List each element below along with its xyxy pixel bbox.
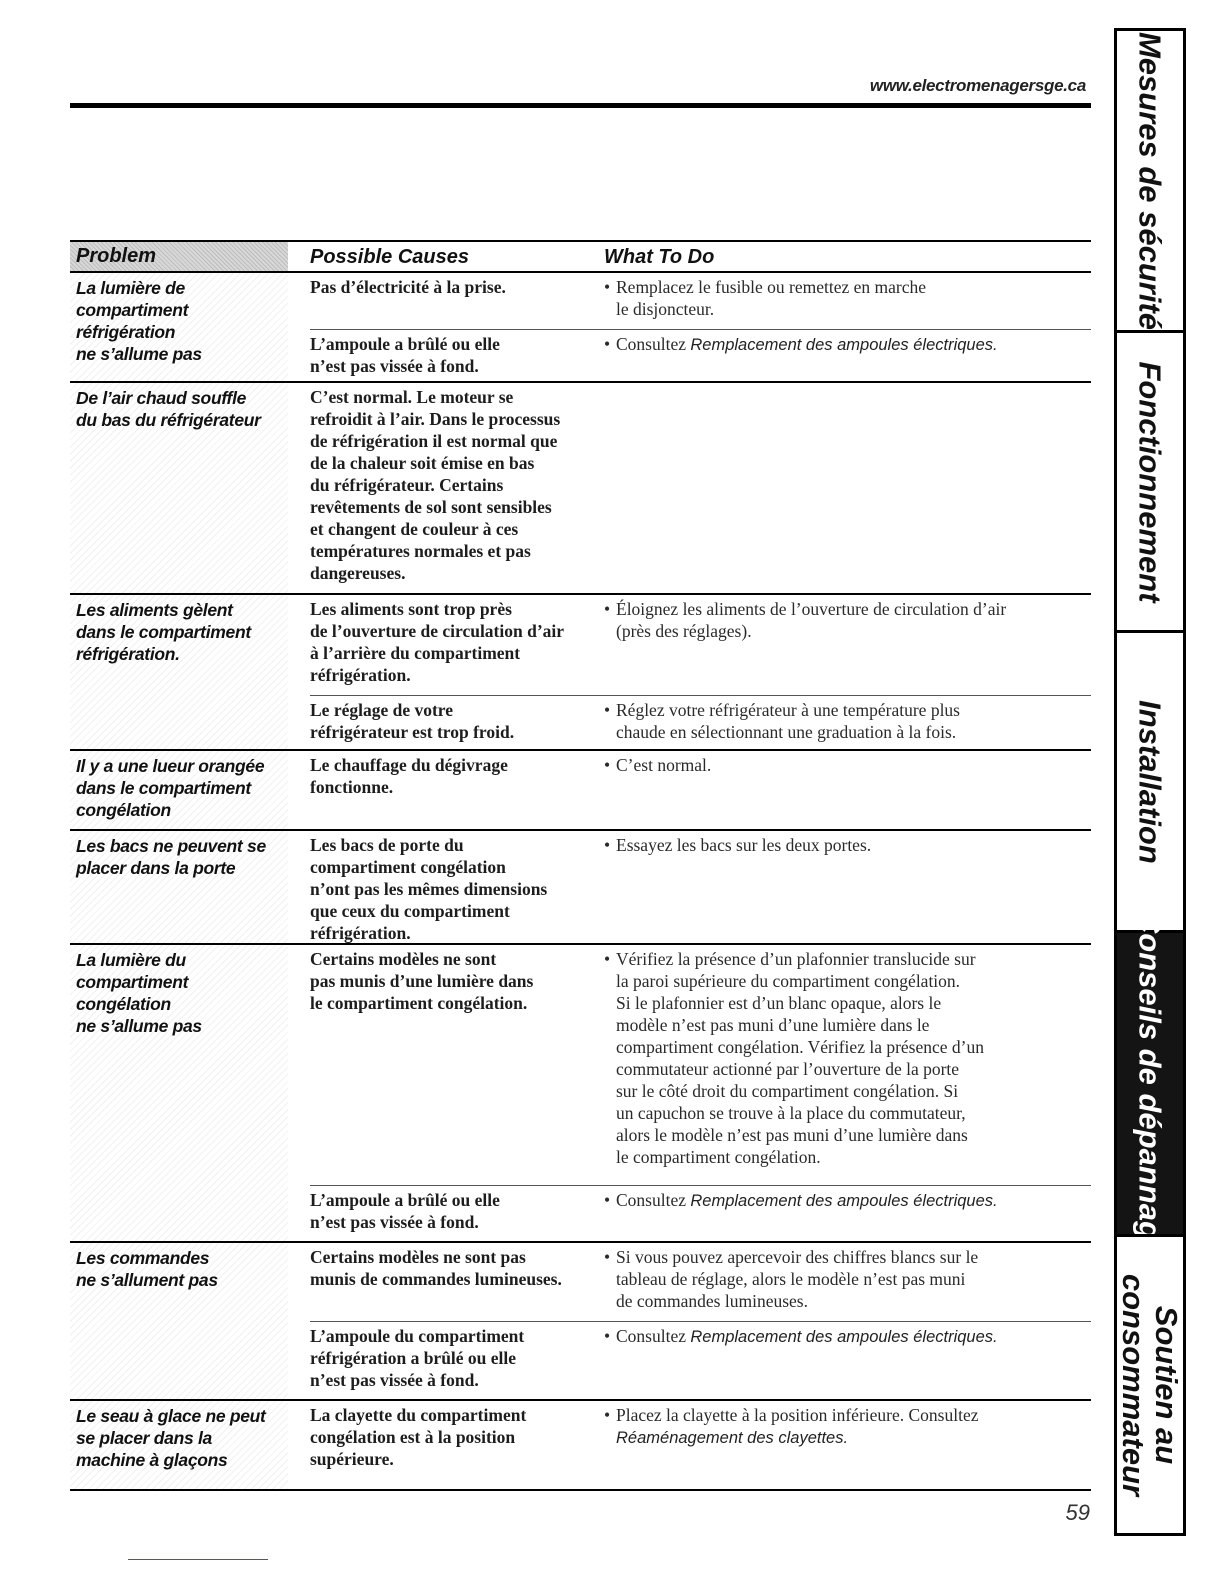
bullet-icon: • <box>604 835 611 855</box>
problem-cell <box>70 831 288 943</box>
bullet-icon: • <box>604 1190 611 1210</box>
what-to-do-cell <box>604 273 1091 320</box>
header-rule <box>70 103 1091 108</box>
problem-text: La lumière du compartiment congélation ne s’allume pas <box>76 950 202 1036</box>
what-to-do-cell <box>604 751 1091 776</box>
table-row <box>70 1243 1091 1401</box>
cause-entry <box>310 1401 1091 1491</box>
troubleshooting-table <box>70 240 1091 1491</box>
problem-cell <box>70 751 288 829</box>
tab-label: Installation <box>1132 699 1168 864</box>
bullet-icon: • <box>604 949 611 969</box>
header-possible-causes: Possible Causes <box>310 246 469 268</box>
what-to-do-cell <box>604 831 1091 856</box>
table-row <box>70 273 1091 383</box>
possible-cause-text: Les aliments sont trop près de l’ouverture de circulation d’air à l’arrière du compartiment réfrigération. <box>310 599 565 685</box>
table-row <box>70 945 1091 1243</box>
what-to-do-cell <box>604 1186 1091 1212</box>
tab-soutien-au-consommateur[interactable] <box>1117 1234 1183 1533</box>
bullet-icon: • <box>604 755 611 775</box>
tab-label: Soutien au consommateur <box>1116 1273 1184 1497</box>
cause-entry <box>310 751 1091 831</box>
cause-entry <box>310 273 1091 329</box>
bullet-icon: • <box>604 1326 611 1346</box>
bullet-icon: • <box>604 700 611 720</box>
table-header <box>70 240 1091 273</box>
footer-rule <box>128 1559 268 1560</box>
manual-section-reference: Remplacement des ampoules électriques. <box>690 1192 998 1210</box>
what-to-do-cell <box>604 945 1091 1168</box>
possible-cause-text: Certains modèles ne sont pas munis de commandes lumineuses. <box>310 1247 562 1289</box>
page-number: 59 <box>1065 1500 1090 1525</box>
manual-section-reference: Réaménagement des clayettes. <box>616 1429 849 1447</box>
what-to-do-text: Réglez votre réfrigérateur à une température plus chaude en sélectionnant une graduation à la fois. <box>616 700 960 742</box>
what-to-do-text: Consultez <box>616 1326 686 1346</box>
tab-installation[interactable] <box>1117 630 1183 930</box>
cause-entry <box>310 831 1091 945</box>
header-what-to-do: What To Do <box>604 246 715 268</box>
table-row <box>70 751 1091 831</box>
cause-entry <box>310 383 1091 595</box>
what-to-do-text: Remplacez le fusible ou remettez en marche le disjoncteur. <box>616 277 926 319</box>
possible-cause-text: Les bacs de porte du compartiment congélation n’ont pas les mêmes dimensions que ceux du compartiment réfrigération. <box>310 835 548 943</box>
bullet-icon: • <box>604 1405 611 1425</box>
possible-cause-text: C’est normal. Le moteur se refroidit à l’air. Dans le processus de réfrigération il est normal que de la chaleur soit émise en bas du réfrigérateur. Certains revêtements de sol sont sensibles et changent de couleur à ces températures normales et pas dangereuses. <box>310 387 561 583</box>
what-to-do-cell <box>604 1322 1091 1348</box>
cause-entry <box>310 1321 1091 1402</box>
table-row <box>70 383 1091 595</box>
cause-entry <box>310 329 1091 384</box>
problem-text: Le seau à glace ne peut se placer dans la machine à glaçons <box>76 1406 266 1470</box>
problem-text: Les bacs ne peuvent se placer dans la porte <box>76 836 266 878</box>
what-to-do-text: Consultez <box>616 1190 686 1210</box>
possible-cause-text: Le chauffage du dégivrage fonctionne. <box>310 755 508 797</box>
manual-section-reference: Remplacement des ampoules électriques. <box>690 1328 998 1346</box>
cause-entry <box>310 1243 1091 1321</box>
what-to-do-text: Consultez <box>616 334 686 354</box>
website-url: www.electromenagersge.ca <box>869 76 1086 95</box>
tab-label: Fonctionnement <box>1132 360 1168 603</box>
problem-text: Il y a une lueur orangée dans le compartiment congélation <box>76 756 265 820</box>
problem-text: De l’air chaud souffle du bas du réfrigérateur <box>76 388 261 430</box>
tab-conseils-de-depannage[interactable] <box>1117 910 1183 1257</box>
possible-cause-text: L’ampoule du compartiment réfrigération a brûlé ou elle n’est pas vissée à fond. <box>310 1326 525 1390</box>
what-to-do-text: Placez la clayette à la position inférieure. Consultez <box>616 1405 979 1425</box>
problem-text: La lumière de compartiment réfrigération ne s’allume pas <box>76 278 202 364</box>
what-to-do-text: Vérifiez la présence d’un plafonnier translucide sur la paroi supérieure du compartiment congélation. Si le plafonnier est d’un blanc opaque, alors le modèle n’est pas muni d’une lumière dans le compartiment congélation. Vérifiez la présence d’un commutateur actionné par l’ouverture de la porte sur le côté droit du compartiment congélation. Si un capuchon se trouve à la place du commutateur, alors le modèle n’est pas muni d’une lumière dans le compartiment congélation. <box>616 949 984 1167</box>
problem-text: Les commandes ne s’allument pas <box>76 1248 218 1290</box>
cause-entry <box>310 695 1091 752</box>
problem-cell <box>70 945 288 1241</box>
possible-cause-text: L’ampoule a brûlé ou elle n’est pas vissée à fond. <box>310 334 500 376</box>
problem-cell <box>70 1243 288 1399</box>
possible-cause-text: Pas d’électricité à la prise. <box>310 277 506 297</box>
problem-cell <box>70 1401 288 1489</box>
table-row <box>70 831 1091 945</box>
problem-cell <box>70 273 288 381</box>
header-problem: Problem <box>70 242 288 271</box>
cause-entry <box>310 595 1091 695</box>
possible-cause-text: L’ampoule a brûlé ou elle n’est pas vissée à fond. <box>310 1190 500 1232</box>
tab-fonctionnement[interactable] <box>1117 330 1183 630</box>
bullet-icon: • <box>604 1247 611 1267</box>
tab-mesures-de-securite[interactable] <box>1117 31 1183 330</box>
bullet-icon: • <box>604 334 611 354</box>
tab-label: Conseils de dépannage <box>1132 910 1168 1257</box>
problem-text: Les aliments gèlent dans le compartiment réfrigération. <box>76 600 251 664</box>
what-to-do-cell <box>604 696 1091 743</box>
possible-cause-text: Certains modèles ne sont pas munis d’une lumière dans le compartiment congélation. <box>310 949 534 1013</box>
what-to-do-cell <box>604 1401 1091 1449</box>
what-to-do-text: Éloignez les aliments de l’ouverture de circulation d’air (près des réglages). <box>616 599 1007 641</box>
manual-section-reference: Remplacement des ampoules électriques. <box>690 336 998 354</box>
section-tabs <box>1114 28 1186 1536</box>
cause-entry <box>310 945 1091 1185</box>
possible-cause-text: La clayette du compartiment congélation est à la position supérieure. <box>310 1405 527 1469</box>
what-to-do-cell <box>604 330 1091 356</box>
what-to-do-text: Essayez les bacs sur les deux portes. <box>616 835 872 855</box>
what-to-do-text: Si vous pouvez apercevoir des chiffres blancs sur le tableau de réglage, alors le modèle n’est pas muni de commandes lumineuses. <box>616 1247 979 1311</box>
possible-cause-text: Le réglage de votre réfrigérateur est trop froid. <box>310 700 515 742</box>
bullet-icon: • <box>604 277 611 297</box>
problem-cell <box>70 595 288 749</box>
cause-entry <box>310 1185 1091 1244</box>
what-to-do-text: C’est normal. <box>616 755 712 775</box>
problem-cell <box>70 383 288 593</box>
tab-label: Mesures de sécurité <box>1132 31 1168 330</box>
table-row <box>70 595 1091 751</box>
what-to-do-cell <box>604 1243 1091 1312</box>
bullet-icon: • <box>604 599 611 619</box>
what-to-do-cell <box>604 595 1091 642</box>
table-row <box>70 1401 1091 1491</box>
